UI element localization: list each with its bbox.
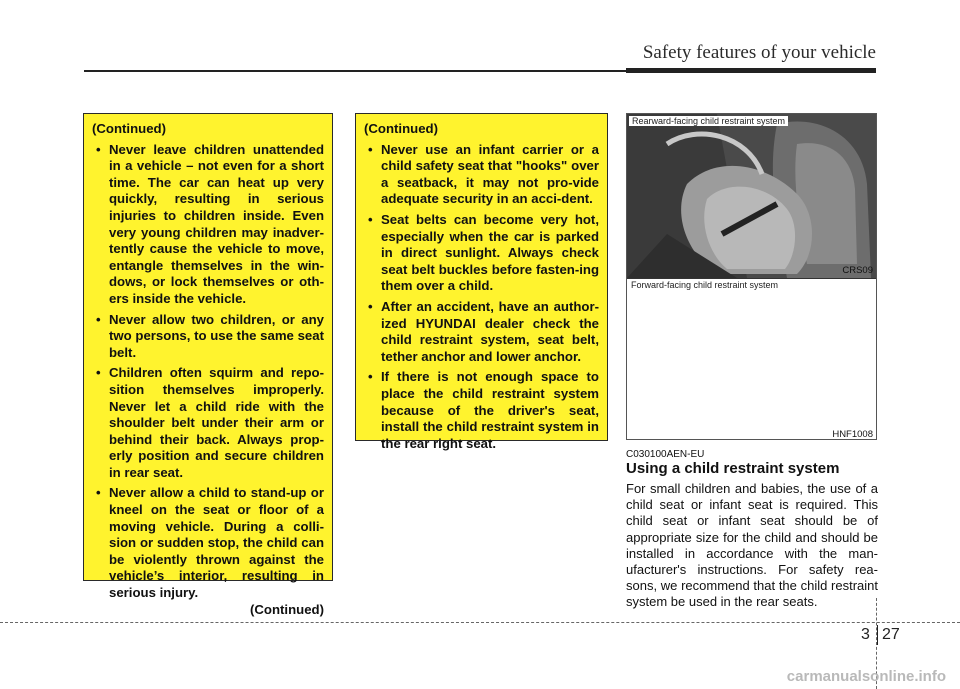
section-body: For small children and babies, the use of a child seat or infant seat is required. This child seat or infant seat should be of appropriate size for the child and should be installed in accordance with the man-ufacturer's instructions. For safety rea-sons, we recommend that the child restraint system be used in the rear seats. — [626, 481, 878, 610]
page-number-separator — [877, 625, 878, 645]
warning-item — [92, 142, 324, 308]
continued-label: (Continued) — [92, 121, 166, 136]
warning-text: Children often squirm and repo-sition themselves improperly. Never let a child ride with the shoulder belt under their arm or behind their back. Always prop-erly position and secure children in rear seat. — [109, 365, 324, 480]
forward-caption: Forward-facing child restraint system — [631, 280, 779, 290]
warning-item — [364, 212, 599, 295]
chapter-number: 3 — [861, 626, 870, 643]
continued-label-end: (Continued) — [250, 601, 324, 617]
warning-text: Seat belts can become very hot, especially when the car is parked in direct sunlight. Always check seat belt buckles before fasten-ing them over a child. — [381, 211, 599, 294]
warning-text: Never allow a child to stand-up or kneel on the seat or floor of a moving vehicle. During a colli-sion or sudden stop, the child can be violently thrown against the vehicle’s interior, resulting in serious injury. — [109, 485, 324, 601]
footer-dashed-rule — [0, 622, 960, 623]
photo-divider — [627, 278, 876, 279]
rear-figure-code: CRS09 — [842, 265, 873, 276]
warning-text: Never leave children unattended in a vehicle – not even for a short time. The car can heat up very quickly, resulting in serious injuries to children inside. Even very young children may inadver-tently cause the vehicle to move, entangle themselves in the win-dows, or lock themselves or oth-ers inside the vehicle. — [109, 141, 324, 306]
warning-box-left — [83, 113, 333, 617]
warning-item — [364, 142, 599, 208]
rear-caption: Rearward-facing child restraint system — [629, 116, 788, 126]
watermark: carmanualsonline.info — [786, 668, 946, 685]
bullet-icon: • — [96, 365, 101, 381]
bullet-icon: • — [368, 141, 373, 157]
warning-text: If there is not enough space to place the child restraint system because of the driver's seat, install the child restraint system in the rear right seat. — [381, 369, 599, 451]
warning-item — [92, 365, 324, 481]
warning-item — [92, 485, 324, 601]
figure-panel — [626, 113, 877, 440]
bullet-icon: • — [368, 369, 373, 385]
warning-text: Never use an infant carrier or a child safety seat that "hooks" over a seatback, it may not pro-vide adequate security in an acci-dent. — [381, 141, 599, 207]
warning-list — [92, 142, 324, 602]
warning-item — [92, 312, 324, 362]
bullet-icon: • — [96, 141, 101, 157]
warning-text: Never allow two children, or any two persons, to use the same seat belt. — [109, 311, 324, 360]
header-rule-accent — [626, 68, 876, 73]
warning-item — [364, 369, 599, 452]
car-seat-illustration — [627, 114, 876, 278]
bullet-icon: • — [96, 485, 101, 501]
section-title: Using a child restraint system — [626, 460, 840, 477]
warning-text: After an accident, have an author-ized HYUNDAI dealer check the child restraint system, seat belt, tether anchor and lower anchor. — [381, 298, 599, 364]
page-number: 27 — [882, 626, 900, 643]
bullet-icon: • — [96, 311, 101, 327]
page-header-title: Safety features of your vehicle — [642, 42, 876, 63]
rearward-seat-photo — [627, 114, 876, 278]
warning-box-right — [355, 113, 608, 451]
bullet-icon: • — [368, 211, 373, 227]
warning-list — [364, 142, 599, 453]
figure-code: HNF1008 — [832, 429, 873, 440]
section-code: C030100AEN-EU — [626, 449, 705, 460]
bullet-icon: • — [368, 298, 373, 314]
continued-label: (Continued) — [364, 121, 438, 136]
warning-item — [364, 299, 599, 365]
